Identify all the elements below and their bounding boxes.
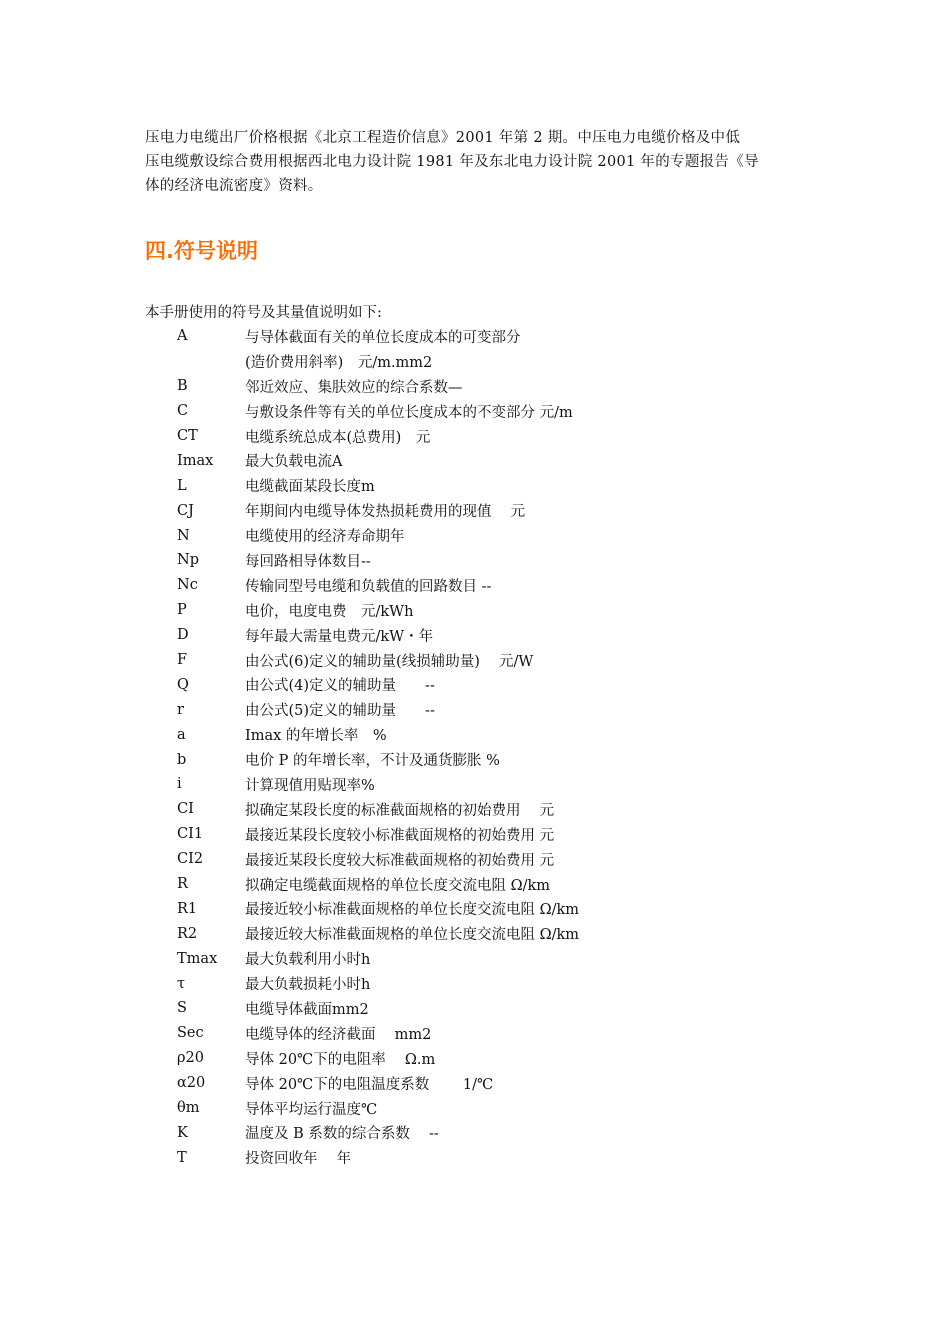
symbol-row [177, 399, 817, 424]
symbol-name: R2 [177, 925, 198, 942]
symbol-name: K [177, 1124, 188, 1141]
symbol-row [177, 349, 817, 374]
symbol-name: A [177, 328, 188, 345]
symbol-row [177, 996, 817, 1021]
symbol-description: 最接近某段长度较大标准截面规格的初始费用 元 [245, 852, 555, 869]
symbol-row [177, 697, 817, 722]
symbol-name: Nc [177, 577, 198, 594]
symbol-description: 由公式(4)定义的辅助量 -- [245, 678, 435, 695]
symbol-row [177, 772, 817, 797]
symbol-description: 电缆截面某段长度m [245, 479, 375, 496]
symbol-row [177, 523, 817, 548]
symbol-name: R [177, 876, 188, 893]
symbol-name: C [177, 403, 189, 420]
symbol-name: θm [177, 1100, 200, 1117]
symbol-row [177, 872, 817, 897]
symbol-name: Q [177, 676, 189, 693]
symbol-row [177, 374, 817, 399]
symbol-description: 与敷设条件等有关的单位长度成本的不变部分 元/m [245, 404, 573, 421]
symbol-row [177, 971, 817, 996]
symbol-description: 计算现值用贴现率% [245, 777, 375, 794]
symbol-description: 最接近较小标准截面规格的单位长度交流电阻 Ω/km [245, 902, 580, 919]
symbol-description: 电缆使用的经济寿命期年 [245, 529, 405, 546]
symbol-description: 邻近效应、集肤效应的综合系数— [245, 379, 463, 396]
intro-line: 压电缆敷设综合费用根据西北电力设计院 1981 年及东北电力设计院 2001 年的专题报告《导 [145, 154, 759, 170]
symbol-name: CJ [177, 502, 194, 519]
symbol-description: 最大负载损耗小时h [245, 977, 371, 994]
symbol-name: τ [177, 975, 186, 992]
symbol-row [177, 1121, 817, 1146]
symbol-description: 导体平均运行温度℃ [245, 1101, 378, 1118]
symbol-name: CT [177, 428, 198, 444]
symbol-row [177, 573, 817, 598]
symbol-name: N [177, 527, 190, 544]
symbol-row [177, 797, 817, 822]
symbol-description: 最接近较大标准截面规格的单位长度交流电阻 Ω/km [245, 927, 580, 944]
symbol-name: T [177, 1149, 187, 1166]
symbol-row [177, 324, 817, 349]
symbol-row [177, 921, 817, 946]
symbol-description: (造价费用斜率) 元/m.mm2 [245, 354, 433, 371]
symbol-description: 拟确定电缆截面规格的单位长度交流电阻 Ω/km [245, 877, 551, 894]
intro-line: 体的经济电流密度》资料。 [145, 178, 323, 194]
symbol-description: 拟确定某段长度的标准截面规格的初始费用 元 [245, 802, 555, 819]
symbol-row [177, 1021, 817, 1046]
symbol-row [177, 672, 817, 697]
symbol-row [177, 946, 817, 971]
symbol-description: 每年最大需量电费元/kW・年 [245, 628, 434, 645]
symbol-description: 电价，电度电费 元/kWh [245, 603, 414, 620]
symbol-row [177, 1096, 817, 1121]
symbol-name: CI1 [177, 826, 204, 843]
symbol-description: 温度及 B 系数的综合系数 -- [245, 1126, 439, 1143]
symbol-name: Np [177, 552, 199, 569]
symbol-description: 最大负载利用小时h [245, 952, 371, 969]
symbol-row [177, 548, 817, 573]
symbol-row [177, 747, 817, 772]
symbol-row [177, 822, 817, 847]
symbol-row [177, 1145, 817, 1170]
symbol-name: CI [177, 801, 194, 818]
intro-line: 压电力电缆出厂价格根据《北京工程造价信息》2001 年第 2 期。中压电力电缆价格及中低 [145, 130, 741, 146]
symbol-name: α20 [177, 1075, 206, 1092]
symbol-name: Imax [177, 452, 214, 469]
symbol-row [177, 1071, 817, 1096]
symbol-name: i [177, 776, 182, 793]
symbol-name: r [177, 701, 184, 718]
symbol-description: 最接近某段长度较小标准截面规格的初始费用 元 [245, 827, 555, 844]
symbol-name: B [177, 378, 188, 395]
symbol-description: 与导体截面有关的单位长度成本的可变部分 [245, 329, 521, 346]
section-lead: 本手册使用的符号及其量值说明如下: [145, 305, 382, 321]
symbol-name: P [177, 602, 187, 619]
symbol-description: 年期间内电缆导体发热损耗费用的现值 元 [245, 504, 526, 521]
symbol-row [177, 896, 817, 921]
symbol-row [177, 498, 817, 523]
symbol-list [177, 324, 817, 1170]
symbol-name: ρ20 [177, 1050, 204, 1067]
symbol-row [177, 648, 817, 673]
symbol-row [177, 1046, 817, 1071]
symbol-name: CI2 [177, 851, 204, 868]
symbol-name: a [177, 726, 186, 743]
symbol-row [177, 448, 817, 473]
symbol-description: 由公式(5)定义的辅助量 -- [245, 703, 435, 720]
symbol-description: 电缆导体截面mm2 [245, 1001, 369, 1018]
symbol-description: 每回路相导体数目-- [245, 553, 371, 570]
symbol-name: R1 [177, 900, 198, 917]
symbol-name: L [177, 477, 187, 494]
symbol-description: 电缆系统总成本(总费用) 元 [245, 429, 431, 446]
section-heading: 四.符号说明 [145, 239, 258, 263]
symbol-description: 电价 P 的年增长率，不计及通货膨胀 % [245, 753, 500, 770]
symbol-row [177, 473, 817, 498]
symbol-description: Imax 的年增长率 % [245, 728, 387, 745]
symbol-description: 投资回收年 年 [245, 1151, 352, 1168]
symbol-row [177, 598, 817, 623]
symbol-description: 导体 20℃下的电阻率 Ω.m [245, 1051, 436, 1068]
symbol-description: 由公式(6)定义的辅助量(线损辅助量) 元/W [245, 653, 534, 670]
symbol-name: Tmax [177, 950, 218, 967]
symbol-row [177, 722, 817, 747]
symbol-row [177, 847, 817, 872]
symbol-row [177, 424, 817, 449]
symbol-description: 最大负载电流A [245, 454, 343, 471]
symbol-description: 电缆导体的经济截面 mm2 [245, 1026, 432, 1043]
symbol-description: 传输同型号电缆和负载值的回路数目 -- [245, 578, 492, 595]
symbol-row [177, 623, 817, 648]
symbol-name: F [177, 652, 188, 669]
intro-paragraph [145, 126, 810, 198]
symbol-name: D [177, 627, 189, 644]
symbol-name: S [177, 1000, 187, 1017]
symbol-name: b [177, 751, 187, 768]
symbol-name: Sec [177, 1025, 204, 1042]
symbol-description: 导体 20℃下的电阻温度系数 1/℃ [245, 1076, 494, 1093]
